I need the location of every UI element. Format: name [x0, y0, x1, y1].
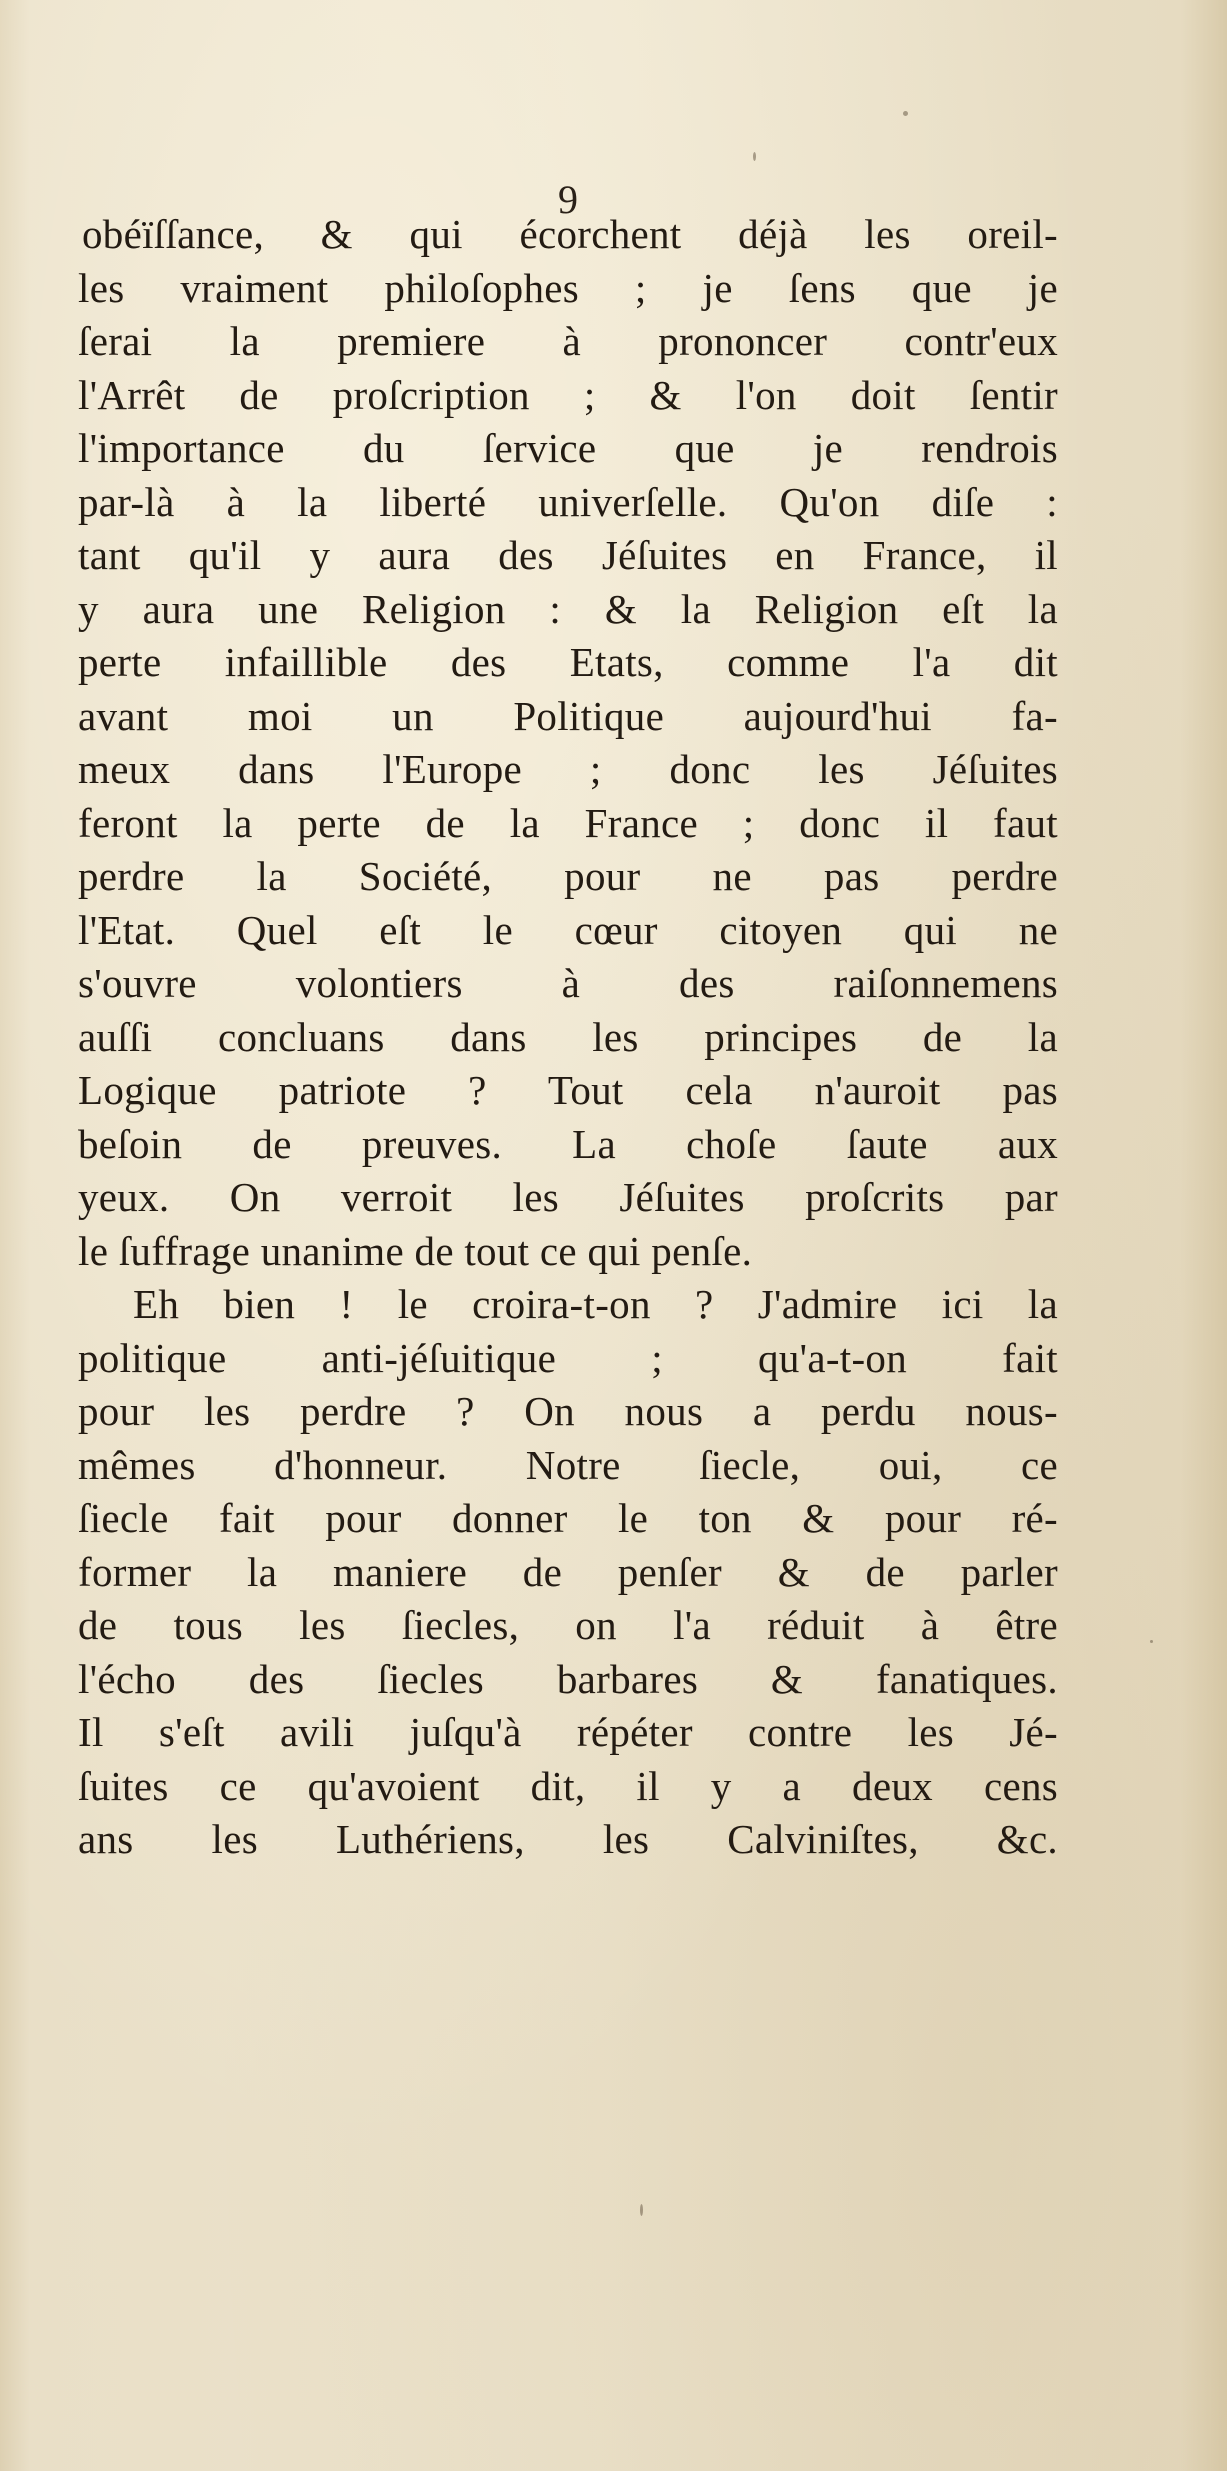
text-line: l'Etat. Quel eſt le cœur citoyen qui ne: [78, 906, 1058, 953]
paper-speck: [1150, 1640, 1153, 1643]
text-line: le ſuffrage unanime de tout ce qui penſe.: [78, 1227, 753, 1274]
text-line: meux dans l'Europe ; donc les Jéſuites: [78, 746, 1058, 792]
body-text: [78, 208, 1058, 1867]
text-line: tant qu'il y aura des Jéſuites en France, il: [78, 532, 1058, 578]
text-line: ſerai la premiere à prononcer contr'eux: [78, 318, 1058, 364]
paper-speck: [753, 152, 756, 161]
text-line: politique anti-jéſuitique ; qu'a-t-on fait: [78, 1334, 1058, 1381]
text-line: s'ouvre volontiers à des raiſonnemens: [78, 960, 1058, 1006]
text-line: beſoin de preuves. La choſe ſaute aux: [78, 1120, 1058, 1167]
paragraph-first-line: Eh bien ! le croira-t-on ? J'admire ici la: [133, 1281, 1058, 1327]
text-line: y aura une Religion : & la Religion eſt la: [78, 585, 1058, 632]
text-line: mêmes d'honneur. Notre ſiecle, oui, ce: [78, 1441, 1058, 1488]
text-line: obéïſſance, & qui écorchent déjà les oreil-: [82, 211, 1058, 257]
text-line: ſiecle fait pour donner le ton & pour ré-: [78, 1495, 1058, 1541]
text-line: perdre la Société, pour ne pas perdre: [78, 853, 1058, 899]
text-line: l'Arrêt de proſcription ; & l'on doit ſentir: [78, 371, 1058, 418]
text-line: pour les perdre ? On nous a perdu nous-: [78, 1388, 1058, 1434]
text-line: feront la perte de la France ; donc il faut: [78, 799, 1058, 846]
page-number: 9: [558, 177, 578, 222]
text-line: de tous les ſiecles, on l'a réduit à être: [78, 1602, 1058, 1648]
text-line: auſſi concluans dans les principes de la: [78, 1013, 1058, 1060]
paper-speck: [903, 111, 908, 116]
text-line: par-là à la liberté univerſelle. Qu'on diſe :: [78, 478, 1058, 525]
text-line: Il s'eſt avili juſqu'à répéter contre les Jé-: [78, 1709, 1058, 1755]
text-line: l'importance du ſervice que je rendrois: [78, 425, 1058, 471]
text-line: former la maniere de penſer & de parler: [78, 1548, 1058, 1595]
text-line: yeux. On verroit les Jéſuites proſcrits par: [78, 1174, 1058, 1220]
text-line: l'écho des ſiecles barbares & fanatiques.: [78, 1655, 1058, 1702]
text-line: avant moi un Politique aujourd'hui fa-: [78, 692, 1058, 739]
text-line: ans les Luthériens, les Calviniſtes, &c.: [78, 1816, 1058, 1862]
text-line: Logique patriote ? Tout cela n'auroit pas: [78, 1067, 1058, 1113]
paper-speck: [640, 2204, 643, 2216]
text-line: ſuites ce qu'avoient dit, il y a deux cens: [78, 1762, 1058, 1809]
text-line: les vraiment philoſophes ; je ſens que je: [78, 264, 1058, 311]
text-line: perte infaillible des Etats, comme l'a dit: [78, 639, 1058, 685]
